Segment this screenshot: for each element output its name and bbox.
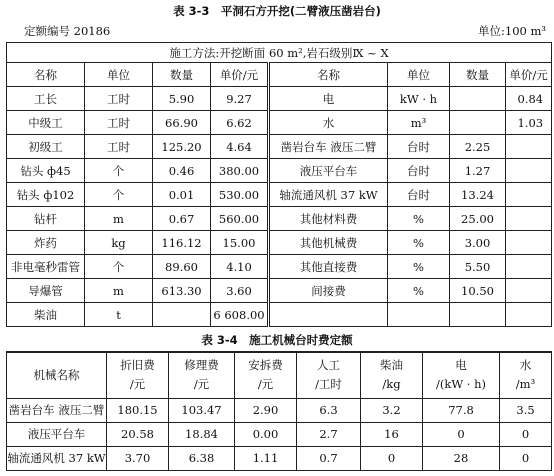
table-cell: 炸药 xyxy=(7,231,85,255)
table-cell: 其他直接费 xyxy=(269,255,388,279)
table-cell: 工长 xyxy=(7,87,85,111)
table-cell: 6 608.00 xyxy=(211,303,269,327)
table-cell: 180.15 xyxy=(107,398,169,422)
table-cell: 2.25 xyxy=(450,135,506,159)
header-line: /元 xyxy=(257,377,274,392)
table-cell: 水 xyxy=(269,111,388,135)
table-cell: 轴流通风机 37 kW xyxy=(7,446,107,470)
table1-title: 表 3-3 平洞石方开挖(二臂液压凿岩台) xyxy=(173,4,381,18)
header-cell xyxy=(297,352,361,398)
table-cell: 工时 xyxy=(85,87,153,111)
table-cell xyxy=(450,111,506,135)
table-cell: 轴流通风机 37 kW xyxy=(269,183,388,207)
table-cell: 工时 xyxy=(85,135,153,159)
table-cell: 2.7 xyxy=(297,422,361,446)
table-cell: 0.7 xyxy=(297,446,361,470)
header-line: /工时 xyxy=(315,377,342,392)
table-cell: % xyxy=(388,207,450,231)
table-cell: 台时 xyxy=(388,135,450,159)
construction-method: 施工方法:开挖断面 60 m²,岩石级别Ⅸ ~ Ⅹ xyxy=(7,43,552,63)
table-cell: 柴油 xyxy=(7,303,85,327)
table-row xyxy=(7,183,552,207)
header-line: 机械名称 xyxy=(33,367,80,382)
header-line: /元 xyxy=(129,377,146,392)
table-cell: 其他材料费 xyxy=(269,207,388,231)
table-cell: 钻头 ф45 xyxy=(7,159,85,183)
header-line: 电 xyxy=(455,358,467,373)
header-cell: 名称 xyxy=(269,63,388,87)
table-cell: 导爆管 xyxy=(7,279,85,303)
header-cell xyxy=(235,352,297,398)
table-row xyxy=(7,279,552,303)
table-row xyxy=(7,135,552,159)
table-cell xyxy=(450,303,506,327)
table-cell: 0 xyxy=(500,446,552,470)
table-cell: 0 xyxy=(361,446,423,470)
table-cell: 5.90 xyxy=(153,87,211,111)
table-cell: 10.50 xyxy=(450,279,506,303)
table2-header-row xyxy=(7,352,552,398)
table-cell: 非电毫秒雷管 xyxy=(7,255,85,279)
table-cell: 6.3 xyxy=(297,398,361,422)
table-cell: 1.27 xyxy=(450,159,506,183)
table-cell: 0.84 xyxy=(506,87,552,111)
table-cell: 6.38 xyxy=(169,446,235,470)
table-row xyxy=(7,159,552,183)
header-cell xyxy=(169,352,235,398)
table-cell xyxy=(506,207,552,231)
table-cell: 0 xyxy=(500,422,552,446)
table-cell: 9.27 xyxy=(211,87,269,111)
table-cell: kg xyxy=(85,231,153,255)
table-cell: 560.00 xyxy=(211,207,269,231)
table-cell: 4.64 xyxy=(211,135,269,159)
table-cell: 个 xyxy=(85,159,153,183)
header-cell: 单位 xyxy=(85,63,153,87)
table-cell: 0.67 xyxy=(153,207,211,231)
table-cell: 工时 xyxy=(85,111,153,135)
table-cell: 116.12 xyxy=(153,231,211,255)
table-cell: 3.60 xyxy=(211,279,269,303)
table-row xyxy=(7,207,552,231)
table-cell xyxy=(506,159,552,183)
table-cell xyxy=(153,303,211,327)
table-cell: 3.2 xyxy=(361,398,423,422)
table-cell: % xyxy=(388,255,450,279)
header-line: 折旧费 xyxy=(120,358,155,373)
table-cell: 4.10 xyxy=(211,255,269,279)
table-cell xyxy=(450,87,506,111)
header-cell xyxy=(500,352,552,398)
quota-table xyxy=(6,42,552,327)
quota-unit: 单位:100 m³ xyxy=(478,24,546,38)
header-line: 柴油 xyxy=(380,358,403,373)
table-row xyxy=(7,422,552,446)
header-cell xyxy=(107,352,169,398)
table-cell: 1.03 xyxy=(506,111,552,135)
table-cell: 89.60 xyxy=(153,255,211,279)
table-cell: 个 xyxy=(85,183,153,207)
header-line: /kg xyxy=(382,377,401,392)
header-cell xyxy=(361,352,423,398)
table-cell: kW · h xyxy=(388,87,450,111)
table-cell: 液压平台车 xyxy=(269,159,388,183)
table-cell xyxy=(506,279,552,303)
header-line: 水 xyxy=(519,358,532,373)
header-line: 安拆费 xyxy=(248,358,283,373)
table-cell: 20.58 xyxy=(107,422,169,446)
table-row xyxy=(7,398,552,422)
table-cell: 个 xyxy=(85,255,153,279)
table-row xyxy=(7,255,552,279)
table-cell: 1.11 xyxy=(235,446,297,470)
header-line: /(kW · h) xyxy=(435,377,486,392)
table-cell: 125.20 xyxy=(153,135,211,159)
table-cell xyxy=(506,303,552,327)
table-cell: 3.5 xyxy=(500,398,552,422)
table-cell: 0.46 xyxy=(153,159,211,183)
table-cell: 2.90 xyxy=(235,398,297,422)
table-cell: 530.00 xyxy=(211,183,269,207)
table-cell: 28 xyxy=(423,446,500,470)
table-cell: 电 xyxy=(269,87,388,111)
table-cell: 16 xyxy=(361,422,423,446)
table-cell: 间接费 xyxy=(269,279,388,303)
table-cell: m xyxy=(85,207,153,231)
table-cell: 凿岩台车 液压二臂 xyxy=(7,398,107,422)
header-cell: 单价/元 xyxy=(211,63,269,87)
table-cell: 66.90 xyxy=(153,111,211,135)
table-cell: 613.30 xyxy=(153,279,211,303)
table-cell: 103.47 xyxy=(169,398,235,422)
header-cell xyxy=(423,352,500,398)
table-cell: 中级工 xyxy=(7,111,85,135)
table-cell xyxy=(506,183,552,207)
machine-rate-table xyxy=(6,351,552,471)
table-row xyxy=(7,231,552,255)
table-cell: 15.00 xyxy=(211,231,269,255)
table-cell: 13.24 xyxy=(450,183,506,207)
table-cell: 380.00 xyxy=(211,159,269,183)
header-line: /元 xyxy=(193,377,210,392)
table-cell xyxy=(388,303,450,327)
table-cell: 0.00 xyxy=(235,422,297,446)
table-cell: 液压平台车 xyxy=(7,422,107,446)
table-cell: 钻杆 xyxy=(7,207,85,231)
table-cell: 3.70 xyxy=(107,446,169,470)
header-cell: 数量 xyxy=(153,63,211,87)
table-cell: 25.00 xyxy=(450,207,506,231)
table-cell: 钻头 ф102 xyxy=(7,183,85,207)
table-cell: % xyxy=(388,231,450,255)
table-row xyxy=(7,446,552,470)
header-line: 修理费 xyxy=(184,358,219,373)
table-cell: 其他机械费 xyxy=(269,231,388,255)
quota-code: 定额编号 20186 xyxy=(24,24,111,38)
table-cell: 台时 xyxy=(388,159,450,183)
table-cell: m xyxy=(85,279,153,303)
header-cell: 单价/元 xyxy=(506,63,552,87)
table-cell: % xyxy=(388,279,450,303)
table-cell xyxy=(269,303,388,327)
table-cell: 18.84 xyxy=(169,422,235,446)
header-cell xyxy=(7,352,107,398)
table-cell xyxy=(506,231,552,255)
header-cell: 数量 xyxy=(450,63,506,87)
table-cell: 5.50 xyxy=(450,255,506,279)
table-row xyxy=(7,111,552,135)
table-cell: 3.00 xyxy=(450,231,506,255)
table-cell: 6.62 xyxy=(211,111,269,135)
table-cell: 0.01 xyxy=(153,183,211,207)
table-cell: 凿岩台车 液压二臂 xyxy=(269,135,388,159)
header-cell: 单位 xyxy=(388,63,450,87)
table2-title: 表 3-4 施工机械台时费定额 xyxy=(201,333,353,347)
table-cell: t xyxy=(85,303,153,327)
header-line: /m³ xyxy=(515,377,536,392)
table-cell: 初级工 xyxy=(7,135,85,159)
table-cell xyxy=(506,135,552,159)
table-cell: m³ xyxy=(388,111,450,135)
table-cell: 0 xyxy=(423,422,500,446)
table-cell: 台时 xyxy=(388,183,450,207)
table-cell xyxy=(506,255,552,279)
header-line: 人工 xyxy=(317,358,340,373)
table-row xyxy=(7,303,552,327)
header-cell: 名称 xyxy=(7,63,85,87)
table1-header-row xyxy=(7,63,552,87)
table-row xyxy=(7,87,552,111)
table-cell: 77.8 xyxy=(423,398,500,422)
